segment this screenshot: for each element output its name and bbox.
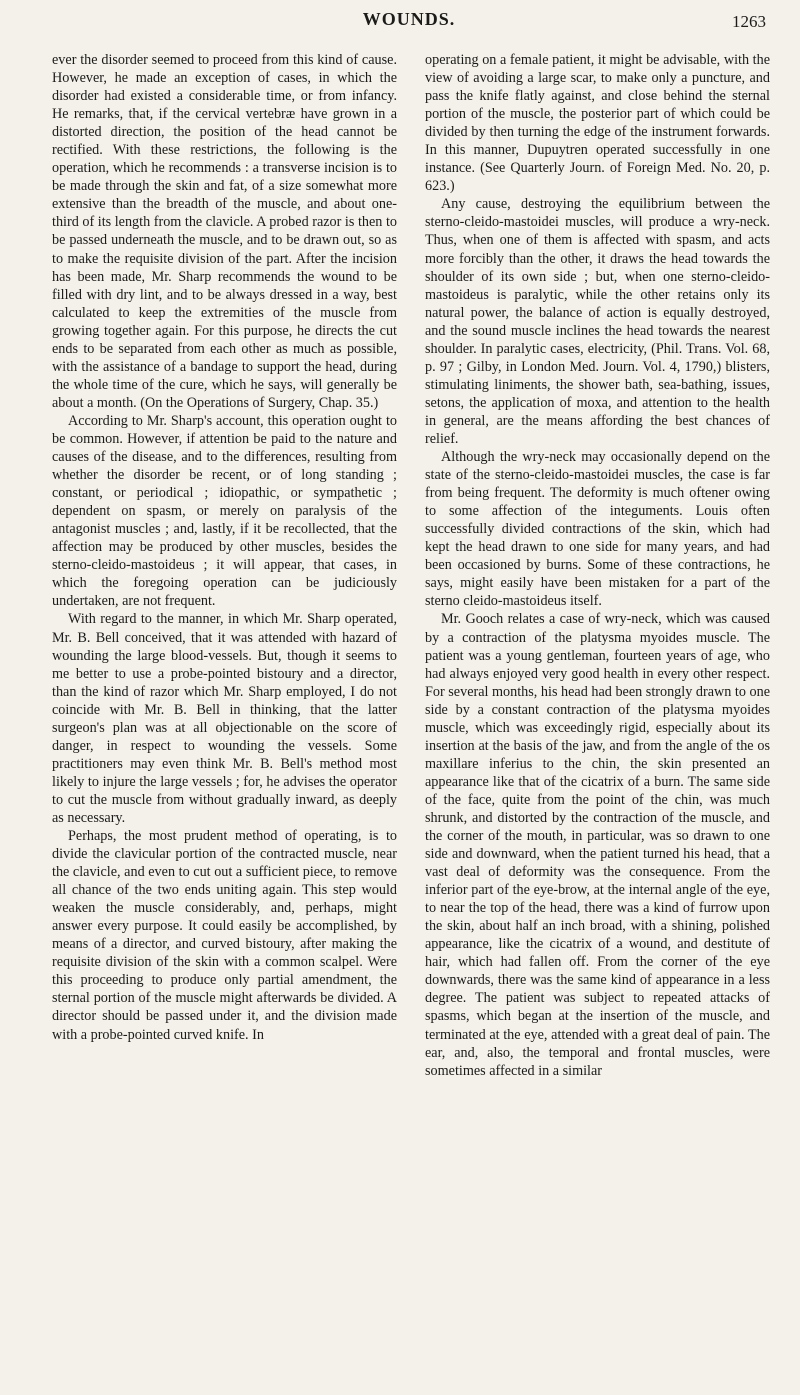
text-columns xyxy=(52,51,770,1080)
page-header xyxy=(52,9,766,37)
page-number: 1263 xyxy=(732,12,766,31)
paragraph: Perhaps, the most prudent method of operating, is to divide the clavicular portion of the contracted muscle, near the clavicle, and even to cut out a sufficient piece, to remove all chance of the two ends uniting again. This step would weaken the muscle considerably, and, perhaps, might answer every purpose. It could easily be accomplished, by means of a director, and curved bistoury, after making the requisite division of the skin with a common scalpel. Were this proceeding to produce only partial amendment, the sternal portion of the muscle might afterwards be divided. A director should be passed under it, and the division made with a probe-pointed curved knife. In xyxy=(52,828,397,1043)
paragraph: According to Mr. Sharp's account, this operation ought to be common. However, if attention be paid to the nature and causes of the disease, and to the differences, resulting from whether the disorder be recent, or of long standing ; constant, or periodical ; idiopathic, or sympathetic ; dependent on spasm, or merely on paralysis of the antagonist muscles ; and, lastly, if it be recollected, that the affection may be produced by other muscles, besides the sterno-cleido-mastoideus ; it will appear, that cases, in which the foregoing operation can be judiciously undertaken, are not frequent. xyxy=(52,412,397,610)
paragraph: With regard to the manner, in which Mr. Sharp operated, Mr. B. Bell conceived, that it was attended with hazard of wounding the large blood-vessels. But, though it seems to me better to use a probe-pointed bistoury and a director, than the kind of razor which Mr. Sharp employed, I do not coincide with Mr. B. Bell in thinking, that the latter surgeon's plan was at all objectionable on the score of danger, in respect to wounding the vessels. Some practitioners may even think Mr. B. Bell's method most likely to injure the large vessels ; for, he advises the operator to cut the muscle from without gradually inward, as deeply as necessary. xyxy=(52,611,397,826)
paragraph: ever the disorder seemed to proceed from this kind of cause. However, he made an exception of cases, in which the disorder had existed a considerable time, or from infancy. He remarks, that, if the cervical vertebræ have grown in a distorted direction, the position of the head cannot be rectified. With these restrictions, the following is the operation, which he recommends : a transverse incision is to be made through the skin and fat, of a size somewhat more extensive than the breadth of the muscle, and about one-third of its length from the clavicle. A probed razor is then to be passed underneath the muscle, and to be drawn out, so as to make the requisite division of the part. After the incision has been made, Mr. Sharp recommends the wound to be filled with dry lint, and to be always dressed in a way, best calculated to keep the extremities of the muscle from growing together again. For this purpose, he directs the cut ends to be separated from each other as much as possible, with the assistance of a bandage to support the head, during the whole time of the cure, which he says, will generally be about a month. (On the Operations of Surgery, Chap. 35.) xyxy=(52,52,397,411)
right-column xyxy=(425,51,770,1080)
paragraph: Any cause, destroying the equilibrium between the sterno-cleido-mastoidei muscles, will produce a wry-neck. Thus, when one of them is affected with spasm, and acts more forcibly than the other, it draws the head towards the shoulder of its own side ; but, when one sterno-cleido-mastoideus is paralytic, while the other retains only its natural power, the balance of action is equally destroyed, and the sound muscle inclines the head towards the nearest shoulder. In paralytic cases, electricity, (Phil. Trans. Vol. 68, p. 97 ; Gilby, in London Med. Journ. Vol. 4, 1790,) blisters, stimulating liniments, the shower bath, sea-bathing, issues, setons, the application of moxa, and attention to the health in general, are the means affording the best chances of relief. xyxy=(425,196,770,447)
left-column xyxy=(52,51,397,1080)
paragraph: operating on a female patient, it might be advisable, with the view of avoiding a large scar, to make only a puncture, and pass the knife flatly against, and close behind the sternal portion of the muscle, the posterior part of which could be divided by then turning the edge of the instrument forwards. In this manner, Dupuytren operated successfully in one instance. (See Quarterly Journ. of Foreign Med. No. 20, p. 623.) xyxy=(425,52,770,195)
paragraph: Although the wry-neck may occasionally depend on the state of the sterno-cleido-mastoidei muscles, the case is far from being frequent. The deformity is much oftener owing to some affection of the integuments. Louis often successfully divided contractions of the skin, which had kept the head drawn to one side for many years, and had been occasioned by burns. Some of these contractions, he says, might easily have been mistaken for a part of the sterno cleido-mastoideus itself. xyxy=(425,449,770,610)
paragraph: Mr. Gooch relates a case of wry-neck, which was caused by a contraction of the platysma myoides muscle. The patient was a young gentleman, fourteen years of age, who had always enjoyed very good health in every other respect. For several months, his head had been strongly drawn to one side by a constant contraction of the platysma myoides muscle, which was exceedingly rigid, especially about its insertion at the basis of the jaw, and from the angle of the os maxillare inferius to the chin, the skin presented an appearance like that of the cicatrix of a burn. The same side of the face, quite from the point of the chin, was much shrunk, and distorted by the contraction of the muscle, and the corner of the mouth, in particular, was so drawn to one side and downward, when the patient turned his head, that a vast deal of deformity was the consequence. From the inferior part of the eye-brow, at the internal angle of the eye, to near the top of the head, there was a kind of furrow upon the skin, about half an inch broad, with a shining, polished appearance, like the cicatrix of a wound, and destitute of hair, which had fallen off. From the corner of the eye downwards, there was the same kind of appearance in a less degree. The patient was subject to repeated attacks of spasms, which began at the insertion of the muscle, and terminated at the eye, attended with a great deal of pain. The ear, and, also, the temporal and frontal muscles, were sometimes affected in a similar xyxy=(425,611,770,1079)
running-head: WOUNDS. xyxy=(362,9,456,29)
